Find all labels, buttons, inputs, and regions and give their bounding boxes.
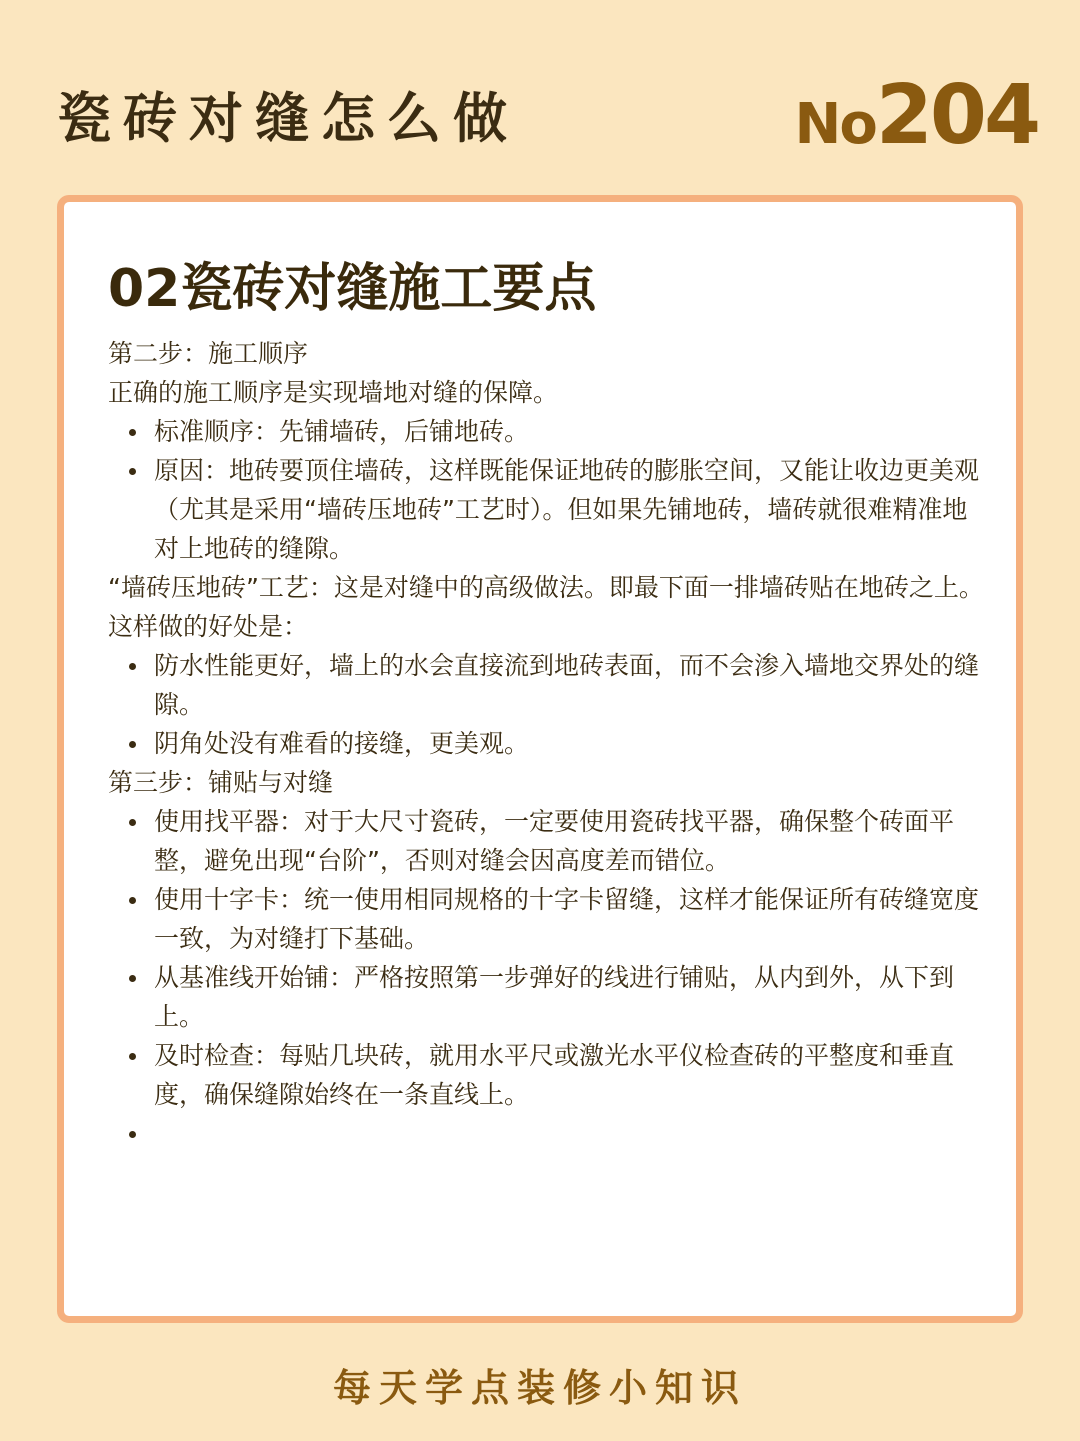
list-item: 及时检查：每贴几块砖，就用水平尺或激光水平仪检查砖的平整度和垂直度，确保缝隙始终在一条直线上。 [154, 1036, 988, 1114]
step2-heading: 第二步：施工顺序 [108, 339, 309, 368]
footer-slogan: 每天学点装修小知识 [332, 1366, 747, 1410]
step2-bullet-list [108, 412, 988, 568]
issue-digits: 204 [875, 68, 1038, 163]
section-title: 02瓷砖对缝施工要点 [108, 259, 597, 319]
list-item: 阴角处没有难看的接缝，更美观。 [154, 724, 988, 763]
list-item: 标准顺序：先铺墙砖，后铺地砖。 [154, 412, 988, 451]
empty-list-item [154, 1114, 988, 1153]
list-item: 使用找平器：对于大尺寸瓷砖，一定要使用瓷砖找平器，确保整个砖面平整，避免出现“台阶”，否则对缝会因高度差而错位。 [154, 802, 988, 880]
issue-prefix: No [794, 92, 876, 157]
list-item: 使用十字卡：统一使用相同规格的十字卡留缝，这样才能保证所有砖缝宽度一致，为对缝打下基础。 [154, 880, 988, 958]
list-item: 原因：地砖要顶住墙砖，这样既能保证地砖的膨胀空间，又能让收边更美观（尤其是采用“墙砖压地砖”工艺时）。但如果先铺地砖，墙砖就很难精准地对上地砖的缝隙。 [154, 451, 988, 568]
card-content [108, 252, 988, 1153]
technique-paragraph: “墙砖压地砖”工艺：这是对缝中的高级做法。即最下面一排墙砖贴在地砖之上。这样做的好处是： [108, 573, 984, 641]
list-item: 从基准线开始铺：严格按照第一步弹好的线进行铺贴，从内到外，从下到上。 [154, 958, 988, 1036]
page-title: 瓷砖对缝怎么做 [57, 87, 519, 150]
step3-heading: 第三步：铺贴与对缝 [108, 768, 334, 797]
list-item: 防水性能更好，墙上的水会直接流到地砖表面，而不会渗入墙地交界处的缝隙。 [154, 646, 988, 724]
step2-intro: 正确的施工顺序是实现墙地对缝的保障。 [108, 378, 559, 407]
content-card [57, 195, 1023, 1323]
technique-bullet-list [108, 646, 988, 763]
step3-bullet-list [108, 802, 988, 1153]
issue-number [794, 68, 1038, 180]
